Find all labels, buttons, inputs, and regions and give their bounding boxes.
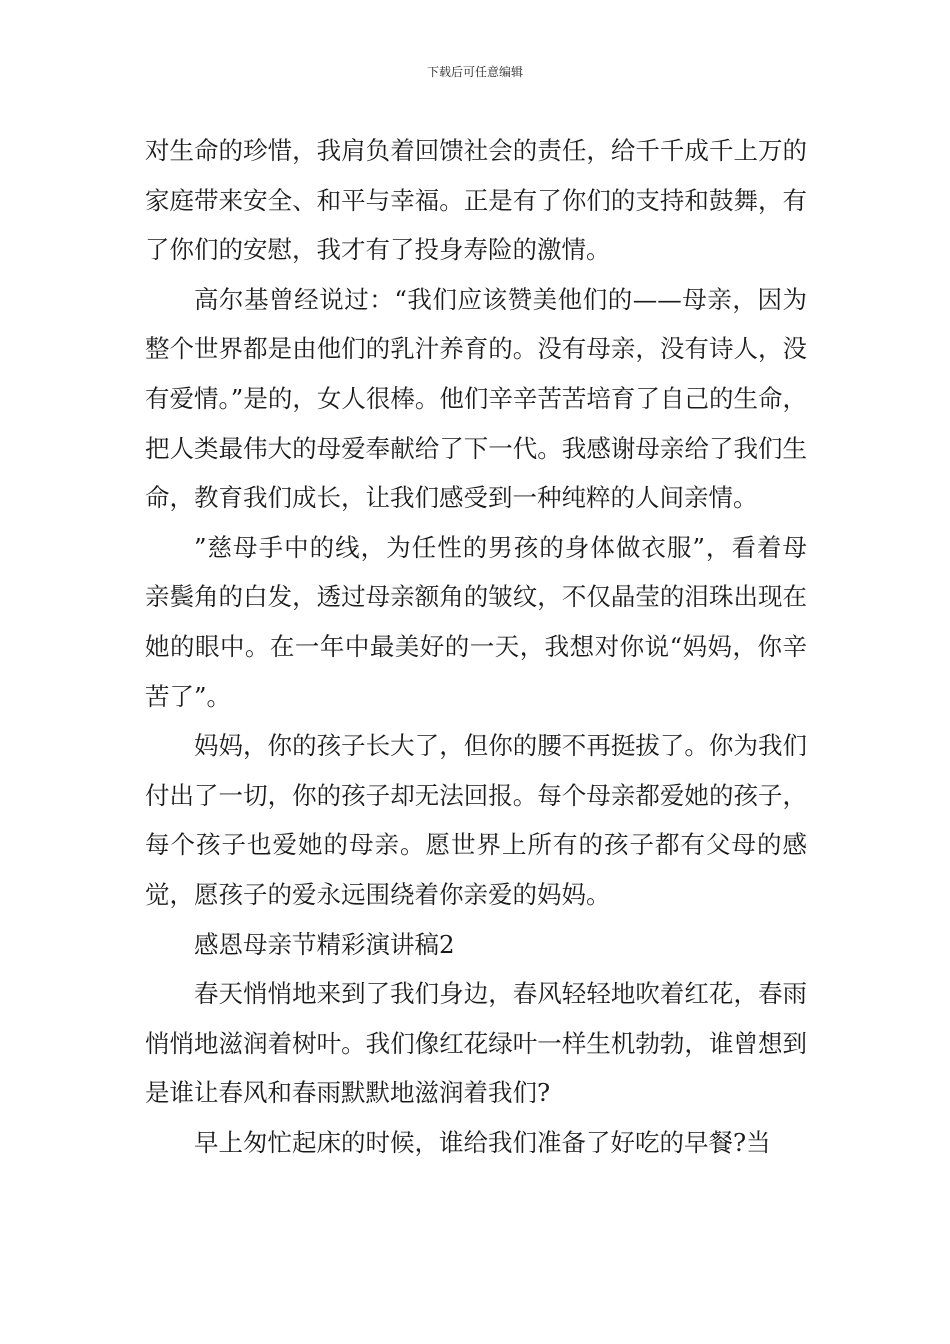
paragraph-5: 春天悄悄地来到了我们身边，春风轻轻地吹着红花，春雨悄悄地滋润着树叶。我们像红花绿叶一样生机勃勃，谁曾想到是谁让春风和春雨默默地滋润着我们? [145,979,807,1108]
paragraph-1: 对生命的珍惜，我肩负着回馈社会的责任，给千千成千上万的家庭带来安全、和平与幸福。正是有了你们的支持和鼓舞，有了你们的安慰，我才有了投身寿险的激情。 [145,136,807,265]
page-header: 下载后可任意编辑 [426,65,523,79]
document-body [145,126,807,1167]
paragraph-4: 妈妈，你的孩子长大了，但你的腰不再挺拔了。你为我们付出了一切，你的孩子却无法回报。每个母亲都爱她的孩子，每个孩子也爱她的母亲。愿世界上所有的孩子都有父母的感觉，愿孩子的爱永远围绕着你亲爱的妈妈。 [145,731,807,909]
paragraph-3: ”慈母手中的线，为任性的男孩的身体做衣服”，看着母亲鬓角的白发，透过母亲额角的皱纹，不仅晶莹的泪珠出现在她的眼中。在一年中最美好的一天，我想对你说“妈妈，你辛苦了”。 [145,532,807,711]
section-title: 感恩母亲节精彩演讲稿2 [194,929,455,959]
paragraph-6: 早上匆忙起床的时候，谁给我们准备了好吃的早餐?当 [194,1127,771,1157]
paragraph-2: 高尔基曾经说过：“我们应该赞美他们的——母亲，因为整个世界都是由他们的乳汁养育的。没有母亲，没有诗人，没有爱情。”是的，女人很棒。他们辛辛苦苦培育了自己的生命，把人类最伟大的母爱奉献给了下一代。我感谢母亲给了我们生命，教育我们成长，让我们感受到一种纯粹的人间亲情。 [145,284,807,513]
